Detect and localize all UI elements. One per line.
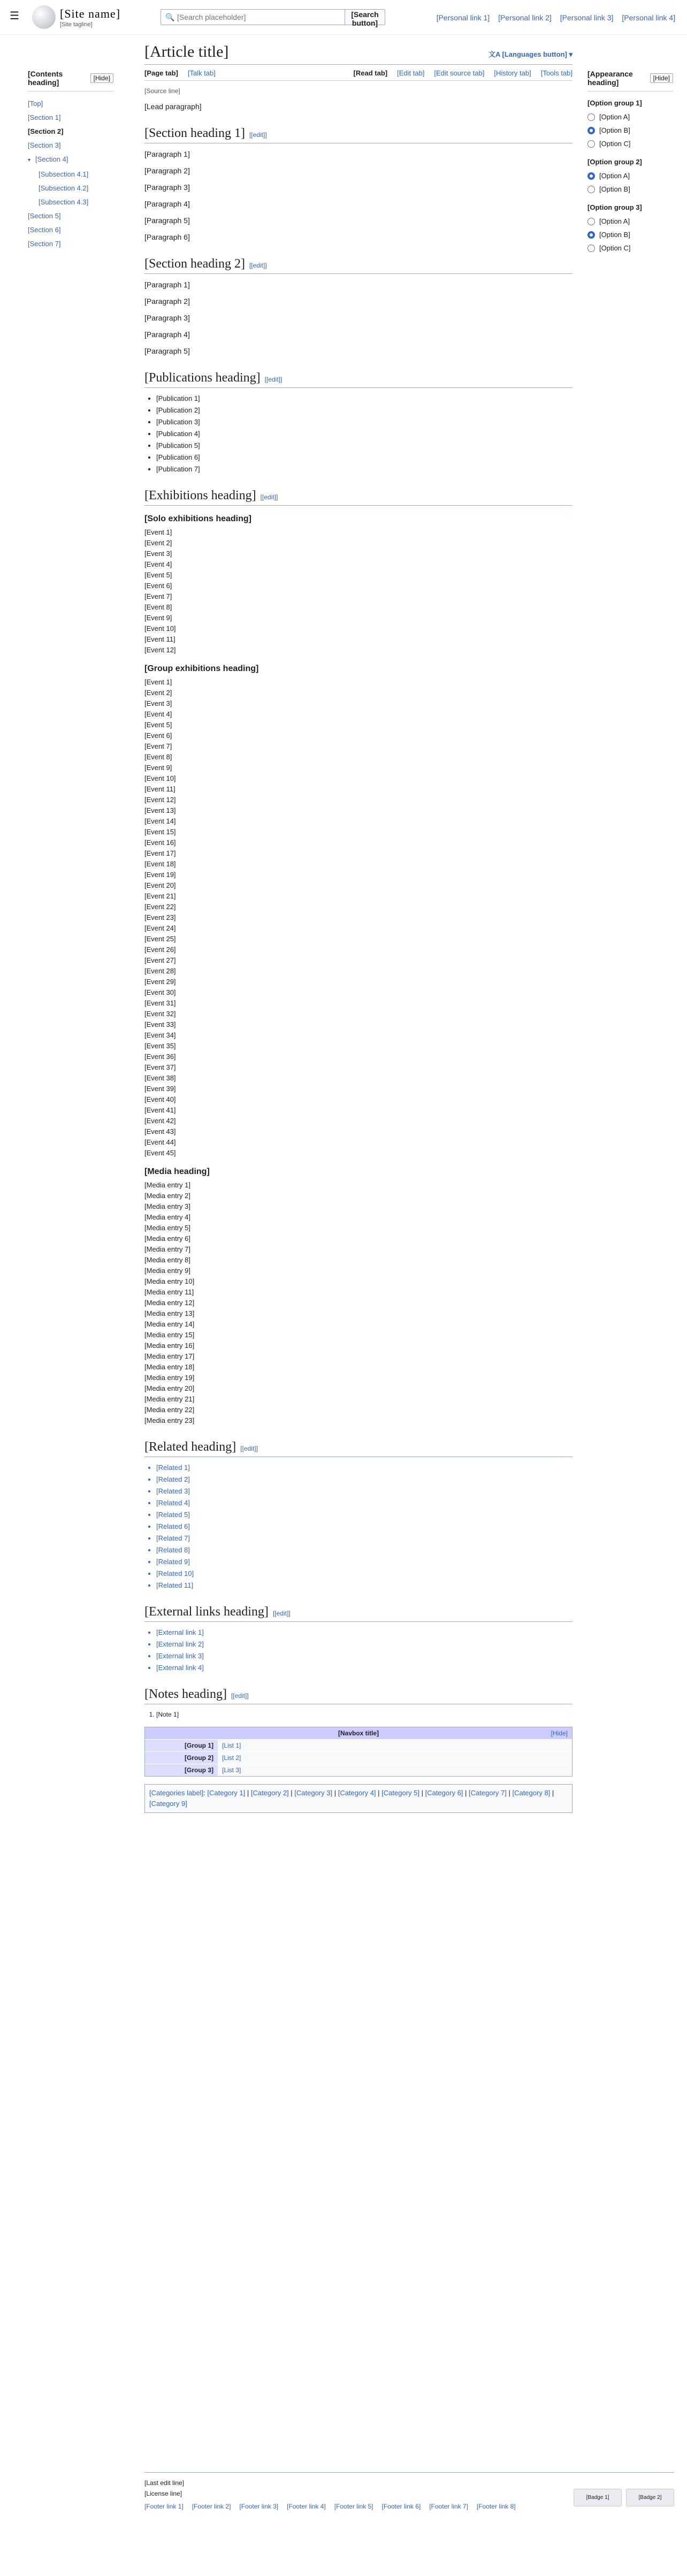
last-edit: [Last edit line]: [144, 2479, 185, 2487]
group-exhibition: [Event 9]: [144, 764, 172, 772]
hamburger-menu-icon[interactable]: ☰: [10, 10, 19, 22]
toc-item[interactable]: [28, 111, 113, 125]
toc-item-label: [Top]: [28, 100, 43, 108]
related-heading: [Related heading] [[edit]]: [144, 1440, 572, 1457]
solo-exhibition: [Event 10]: [144, 624, 176, 632]
section-heading: [144, 126, 572, 143]
group-exhibition: [Event 16]: [144, 839, 176, 847]
related-item[interactable]: • [Related 6]: [156, 1521, 572, 1532]
authority-navbox: [144, 1727, 572, 1777]
media-entry: [Media entry 18]: [144, 1363, 195, 1371]
category-link[interactable]: [Category 6]: [425, 1789, 463, 1797]
category-separator: |: [288, 1789, 295, 1797]
personal-link[interactable]: [Personal link 4]: [622, 13, 675, 22]
media-entry: [Media entry 19]: [144, 1374, 195, 1382]
media-entry: [Media entry 3]: [144, 1202, 190, 1210]
toc-item-label: [Section 7]: [28, 240, 61, 248]
media-entry: [Media entry 6]: [144, 1234, 190, 1243]
related-item[interactable]: • [Related 9]: [156, 1557, 572, 1567]
publication-item: • [Publication 1]: [156, 393, 572, 404]
toc-toggle-icon[interactable]: ▾: [28, 157, 31, 163]
search-bar: [161, 9, 385, 26]
related-item[interactable]: • [Related 2]: [156, 1474, 572, 1485]
section-paragraph: [Paragraph 3]: [144, 314, 190, 322]
media-entry: [Media entry 2]: [144, 1192, 190, 1200]
media-entry: [Media entry 13]: [144, 1309, 195, 1317]
group-exhibition: [Event 38]: [144, 1074, 176, 1082]
navbox-list[interactable]: [List 3]: [218, 1764, 572, 1776]
navbox-group: [Group 2]: [145, 1752, 218, 1764]
toc-item[interactable]: [28, 181, 113, 195]
radio-button[interactable]: [587, 127, 595, 134]
view-tab[interactable]: [Tools tab]: [540, 69, 572, 77]
toc-item-label: [Subsection 4.2]: [39, 184, 89, 192]
edit-link[interactable]: [[edit]]: [264, 376, 283, 383]
logo-title: [Site name]: [60, 6, 121, 20]
solo-exhibition: [Event 2]: [144, 539, 172, 547]
group-exhibition: [Event 23]: [144, 913, 176, 921]
section-heading-text: [Section heading 2]: [144, 257, 245, 271]
footer-link[interactable]: [Footer link 8]: [476, 2503, 516, 2510]
group-exhibition: [Event 6]: [144, 731, 172, 740]
group-exhibition: [Event 2]: [144, 689, 172, 697]
media-entry: [Media entry 15]: [144, 1331, 195, 1339]
category-separator: |: [463, 1789, 469, 1797]
category-link[interactable]: [Category 3]: [294, 1789, 333, 1797]
media-entry: [Media entry 17]: [144, 1352, 195, 1360]
publications-heading: [Publications heading] [[edit]]: [144, 371, 572, 388]
group-exhibition: [Event 43]: [144, 1127, 176, 1135]
solo-exhibition: [Event 8]: [144, 603, 172, 611]
external-link[interactable]: • [External link 2]: [156, 1639, 572, 1650]
group-exhibition: [Event 39]: [144, 1085, 176, 1093]
navbox-row: [145, 1739, 572, 1751]
navbox-row: [145, 1751, 572, 1764]
group-exhibition: [Event 44]: [144, 1138, 176, 1146]
publication-item: • [Publication 5]: [156, 440, 572, 451]
related-item[interactable]: • [Related 3]: [156, 1486, 572, 1497]
category-link[interactable]: [Category 2]: [250, 1789, 289, 1797]
group-exhibition: [Event 20]: [144, 881, 176, 889]
toc-item[interactable]: [28, 195, 113, 209]
view-tab[interactable]: [Read tab]: [353, 69, 388, 77]
group-exhibition: [Event 25]: [144, 935, 176, 943]
group-exhibition: [Event 41]: [144, 1106, 176, 1114]
radio-button[interactable]: [587, 186, 595, 193]
navbox-list[interactable]: [List 2]: [218, 1752, 572, 1764]
personal-link[interactable]: [Personal link 1]: [436, 13, 490, 22]
solo-exhibition: [Event 9]: [144, 614, 172, 622]
publication-item: • [Publication 7]: [156, 464, 572, 475]
category-separator: |: [419, 1789, 425, 1797]
footer-link[interactable]: [Footer link 4]: [287, 2503, 326, 2510]
note-item: 1. [Note 1]: [156, 1711, 572, 1718]
media-entry: [Media entry 16]: [144, 1342, 195, 1350]
related-item[interactable]: • [Related 1]: [156, 1462, 572, 1473]
group-exhibition: [Event 13]: [144, 806, 176, 814]
logo-subtitle: [Site tagline]: [60, 21, 93, 28]
category-link[interactable]: [Category 7]: [469, 1789, 507, 1797]
related-item[interactable]: • [Related 4]: [156, 1498, 572, 1508]
view-tab[interactable]: [Edit source tab]: [434, 69, 485, 77]
group-exhibition: [Event 33]: [144, 1020, 176, 1028]
section-paragraph: [Paragraph 2]: [144, 166, 190, 175]
solo-exhibition: [Event 6]: [144, 582, 172, 590]
external-link[interactable]: • [External link 3]: [156, 1651, 572, 1662]
navbox-title: [Navbox title]: [338, 1729, 379, 1737]
edit-link[interactable]: [249, 262, 267, 269]
group-exhibition: [Event 35]: [144, 1042, 176, 1050]
appearance-option[interactable]: [587, 228, 673, 241]
media-entry: [Media entry 7]: [144, 1245, 190, 1253]
appearance-option-label: [Option C]: [599, 244, 631, 252]
category-link[interactable]: [Category 9]: [149, 1800, 187, 1808]
toc-item[interactable]: [28, 139, 113, 153]
edit-bracket: ]: [265, 262, 267, 269]
solo-heading: [Solo exhibitions heading]: [144, 514, 251, 523]
media-heading: [Media heading]: [144, 1167, 210, 1176]
article-content: [144, 43, 572, 1813]
group-exhibition: [Event 5]: [144, 721, 172, 729]
appearance-option-label: [Option B]: [599, 185, 630, 193]
edit-link[interactable]: [[edit]]: [231, 1692, 249, 1699]
group-exhibition: [Event 29]: [144, 978, 176, 986]
group-exhibition: [Event 18]: [144, 860, 176, 868]
category-separator: |: [332, 1789, 338, 1797]
related-item[interactable]: • [Related 8]: [156, 1545, 572, 1556]
view-tab[interactable]: [Edit tab]: [397, 69, 425, 77]
search-icon: 🔍: [165, 13, 175, 21]
section-paragraph: [Paragraph 3]: [144, 183, 190, 192]
footer-badge[interactable]: [Badge 1]: [574, 2489, 622, 2506]
group-exhibition: [Event 27]: [144, 956, 176, 964]
section-paragraph: [Paragraph 1]: [144, 150, 190, 158]
personal-link[interactable]: [Personal link 2]: [498, 13, 552, 22]
page-footer: [144, 2472, 674, 2510]
group-exhibition: [Event 7]: [144, 742, 172, 750]
appearance-panel: [587, 70, 673, 255]
appearance-option-label: [Option B]: [599, 126, 630, 134]
group-exhibition: [Event 10]: [144, 774, 176, 782]
group-exhibition: [Event 1]: [144, 678, 172, 686]
edit-link[interactable]: [[edit]]: [240, 1445, 258, 1452]
navbox-hide-link[interactable]: [Hide]: [551, 1729, 568, 1737]
media-entry: [Media entry 10]: [144, 1277, 195, 1285]
toc-item[interactable]: [28, 223, 113, 237]
section-paragraph: [Paragraph 6]: [144, 233, 190, 241]
group-exhibition: [Event 30]: [144, 988, 176, 996]
edit-link[interactable]: [[edit]]: [260, 493, 278, 501]
group-exhibition: [Event 37]: [144, 1063, 176, 1071]
page-tab[interactable]: [Talk tab]: [187, 69, 216, 77]
group-exhibition: [Event 3]: [144, 699, 172, 707]
media-entry: [Media entry 21]: [144, 1395, 195, 1403]
personal-link[interactable]: [Personal link 3]: [560, 13, 614, 22]
radio-button[interactable]: [587, 231, 595, 239]
solo-exhibition: [Event 12]: [144, 646, 176, 654]
section-paragraph: [Paragraph 4]: [144, 330, 190, 339]
navbox-group: [Group 3]: [145, 1764, 218, 1776]
appearance-option-label: [Option C]: [599, 140, 631, 148]
appearance-group-label: [Option group 1]: [587, 99, 642, 107]
edit-link-label[interactable]: [edit]: [251, 131, 265, 139]
toc-item-label: [Section 4]: [35, 155, 68, 163]
group-exhibition: [Event 34]: [144, 1031, 176, 1039]
category-link[interactable]: [Category 8]: [512, 1789, 551, 1797]
section-paragraph: [Paragraph 2]: [144, 297, 190, 306]
page-tab[interactable]: [Page tab]: [144, 69, 178, 77]
appearance-option[interactable]: [587, 110, 673, 124]
radio-button[interactable]: [587, 113, 595, 121]
edit-bracket: [: [249, 131, 251, 139]
section-paragraph: [Paragraph 4]: [144, 200, 190, 208]
source-line: [Source line]: [144, 87, 180, 95]
lead-paragraph: [Lead paragraph]: [144, 102, 202, 111]
related-item[interactable]: • [Related 5]: [156, 1510, 572, 1520]
appearance-option-label: [Option A]: [599, 217, 630, 225]
navbox-row: [145, 1764, 572, 1776]
related-item[interactable]: • [Related 11]: [156, 1580, 572, 1591]
external-links-heading: [External links heading] [[edit]]: [144, 1605, 572, 1622]
toc-item-label: [Section 2]: [28, 127, 64, 135]
appearance-option[interactable]: [587, 124, 673, 137]
section-paragraph: [Paragraph 5]: [144, 347, 190, 355]
solo-exhibition: [Event 1]: [144, 528, 172, 536]
notes-heading: [Notes heading] [[edit]]: [144, 1687, 572, 1704]
toc-item[interactable]: [28, 167, 113, 181]
solo-exhibition: [Event 4]: [144, 560, 172, 568]
footer-link[interactable]: [Footer link 6]: [381, 2503, 421, 2510]
language-button-label: [Languages button]: [502, 50, 567, 58]
footer-link[interactable]: [Footer link 2]: [192, 2503, 231, 2510]
group-exhibition: [Event 45]: [144, 1149, 176, 1157]
toc-item-label: [Section 1]: [28, 113, 61, 121]
group-exhibition: [Event 14]: [144, 817, 176, 825]
appearance-option-label: [Option A]: [599, 113, 630, 121]
footer-link[interactable]: [Footer link 5]: [334, 2503, 373, 2510]
toc-item[interactable]: [28, 97, 113, 111]
media-entry: [Media entry 20]: [144, 1384, 195, 1392]
appearance-option-label: [Option B]: [599, 231, 630, 239]
toc-item[interactable]: [28, 237, 113, 251]
group-exhibition: [Event 28]: [144, 967, 176, 975]
publication-item: • [Publication 4]: [156, 429, 572, 439]
group-exhibition: [Event 40]: [144, 1095, 176, 1103]
search-input[interactable]: [161, 9, 345, 25]
toc-item-label: [Section 3]: [28, 141, 61, 149]
publication-item: • [Publication 6]: [156, 452, 572, 463]
toc-item-label: [Section 5]: [28, 212, 61, 220]
category-link[interactable]: [Category 5]: [381, 1789, 419, 1797]
navbox-list[interactable]: [List 1]: [218, 1740, 572, 1751]
publication-item: • [Publication 3]: [156, 417, 572, 428]
footer-badge[interactable]: [Badge 2]: [626, 2489, 674, 2506]
edit-link[interactable]: [249, 131, 267, 139]
footer-link[interactable]: [Footer link 3]: [239, 2503, 279, 2510]
group-exhibition: [Event 12]: [144, 796, 176, 804]
group-exhibition: [Event 26]: [144, 946, 176, 954]
group-exhibition: [Event 19]: [144, 871, 176, 879]
radio-button[interactable]: [587, 245, 595, 252]
toc-item-label: [Subsection 4.1]: [39, 170, 89, 178]
footer-link[interactable]: [Footer link 1]: [144, 2503, 184, 2510]
edit-link-label[interactable]: [edit]: [251, 262, 265, 269]
appearance-group-label: [Option group 3]: [587, 203, 642, 211]
language-button[interactable]: 文A [Languages button] ▾: [488, 50, 572, 58]
site-header: [0, 0, 687, 35]
site-logo[interactable]: [32, 5, 120, 29]
table-of-contents: [28, 70, 113, 251]
edit-bracket: [: [249, 262, 251, 269]
appearance-heading: [Appearance heading]: [587, 70, 633, 87]
toc-item[interactable]: [28, 125, 113, 139]
category-separator: |: [245, 1789, 251, 1797]
exhibitions-heading: [Exhibitions heading] [[edit]]: [144, 489, 572, 506]
section-paragraph: [Paragraph 1]: [144, 280, 190, 289]
section-heading: [144, 257, 572, 274]
related-item[interactable]: • [Related 10]: [156, 1568, 572, 1579]
media-entry: [Media entry 11]: [144, 1288, 194, 1296]
solo-exhibition: [Event 11]: [144, 635, 175, 643]
media-entry: [Media entry 22]: [144, 1406, 195, 1414]
group-exhibition: [Event 32]: [144, 1010, 176, 1018]
edit-bracket: ]: [265, 131, 267, 139]
toc-item[interactable]: [28, 153, 113, 167]
section-heading-text: [Section heading 1]: [144, 126, 245, 140]
group-exhibition: [Event 17]: [144, 849, 176, 857]
category-box: [Categories label]: [Category 1] | [Category 2] | [Category 3] | [Category 4] | [Category 5] | [Category 6] | [Category 7] | [Category 8] | [Category 9]: [144, 1784, 572, 1813]
category-link[interactable]: [Category 1]: [207, 1789, 246, 1797]
group-exhibition: [Event 24]: [144, 924, 176, 932]
category-separator: |: [376, 1789, 382, 1797]
solo-exhibition: [Event 7]: [144, 592, 172, 600]
footer-link[interactable]: [Footer link 7]: [429, 2503, 468, 2510]
appearance-option[interactable]: [587, 137, 673, 150]
group-exhibition: [Event 36]: [144, 1053, 176, 1061]
language-icon: 文A: [488, 50, 502, 58]
media-entry: [Media entry 12]: [144, 1299, 195, 1307]
media-entry: [Media entry 5]: [144, 1224, 190, 1232]
appearance-option[interactable]: [587, 215, 673, 228]
appearance-hide-button[interactable]: [Hide]: [650, 73, 673, 83]
category-separator: |: [550, 1789, 554, 1797]
appearance-option[interactable]: [587, 241, 673, 255]
external-link[interactable]: • [External link 4]: [156, 1663, 572, 1673]
section-paragraph: [Paragraph 5]: [144, 216, 190, 225]
category-link[interactable]: [Category 4]: [338, 1789, 376, 1797]
group-heading: [Group exhibitions heading]: [144, 664, 259, 673]
media-entry: [Media entry 1]: [144, 1181, 190, 1189]
edit-link[interactable]: [[edit]]: [272, 1610, 291, 1617]
group-exhibition: [Event 22]: [144, 903, 176, 911]
media-entry: [Media entry 9]: [144, 1267, 190, 1275]
categories-label[interactable]: [Categories label]: [149, 1789, 204, 1797]
group-exhibition: [Event 11]: [144, 785, 175, 793]
media-entry: [Media entry 4]: [144, 1213, 190, 1221]
toc-item-label: [Section 6]: [28, 226, 61, 234]
group-exhibition: [Event 31]: [144, 999, 176, 1007]
radio-button[interactable]: [587, 172, 595, 180]
category-separator: |: [506, 1789, 513, 1797]
view-tab[interactable]: [History tab]: [494, 69, 531, 77]
toc-item-label: [Subsection 4.3]: [39, 198, 89, 206]
media-entry: [Media entry 8]: [144, 1256, 190, 1264]
search-button[interactable]: [Search button]: [345, 9, 385, 25]
group-exhibition: [Event 42]: [144, 1117, 176, 1125]
media-entry: [Media entry 14]: [144, 1320, 195, 1328]
toc-hide-button[interactable]: [Hide]: [90, 73, 113, 83]
toc-item[interactable]: [28, 209, 113, 223]
appearance-group-label: [Option group 2]: [587, 158, 642, 166]
group-exhibition: [Event 4]: [144, 710, 172, 718]
page-title: [Article title]: [144, 43, 229, 60]
radio-button[interactable]: [587, 218, 595, 225]
group-exhibition: [Event 8]: [144, 753, 172, 761]
page-tabs: [144, 69, 572, 81]
appearance-option[interactable]: [587, 169, 673, 182]
navbox-group: [Group 1]: [145, 1740, 218, 1751]
personal-tools: [437, 13, 675, 22]
media-entry: [Media entry 23]: [144, 1416, 195, 1424]
solo-exhibition: [Event 5]: [144, 571, 172, 579]
publication-item: • [Publication 2]: [156, 405, 572, 416]
globe-logo-icon: [32, 5, 56, 29]
appearance-option[interactable]: [587, 182, 673, 196]
toc-heading: [Contents heading]: [28, 70, 63, 87]
appearance-option-label: [Option A]: [599, 172, 630, 180]
license-line: [License line]: [144, 2490, 182, 2497]
group-exhibition: [Event 15]: [144, 828, 176, 836]
solo-exhibition: [Event 3]: [144, 550, 172, 558]
related-item[interactable]: • [Related 7]: [156, 1533, 572, 1544]
external-link[interactable]: • [External link 1]: [156, 1627, 572, 1638]
group-exhibition: [Event 21]: [144, 892, 176, 900]
radio-button[interactable]: [587, 140, 595, 148]
